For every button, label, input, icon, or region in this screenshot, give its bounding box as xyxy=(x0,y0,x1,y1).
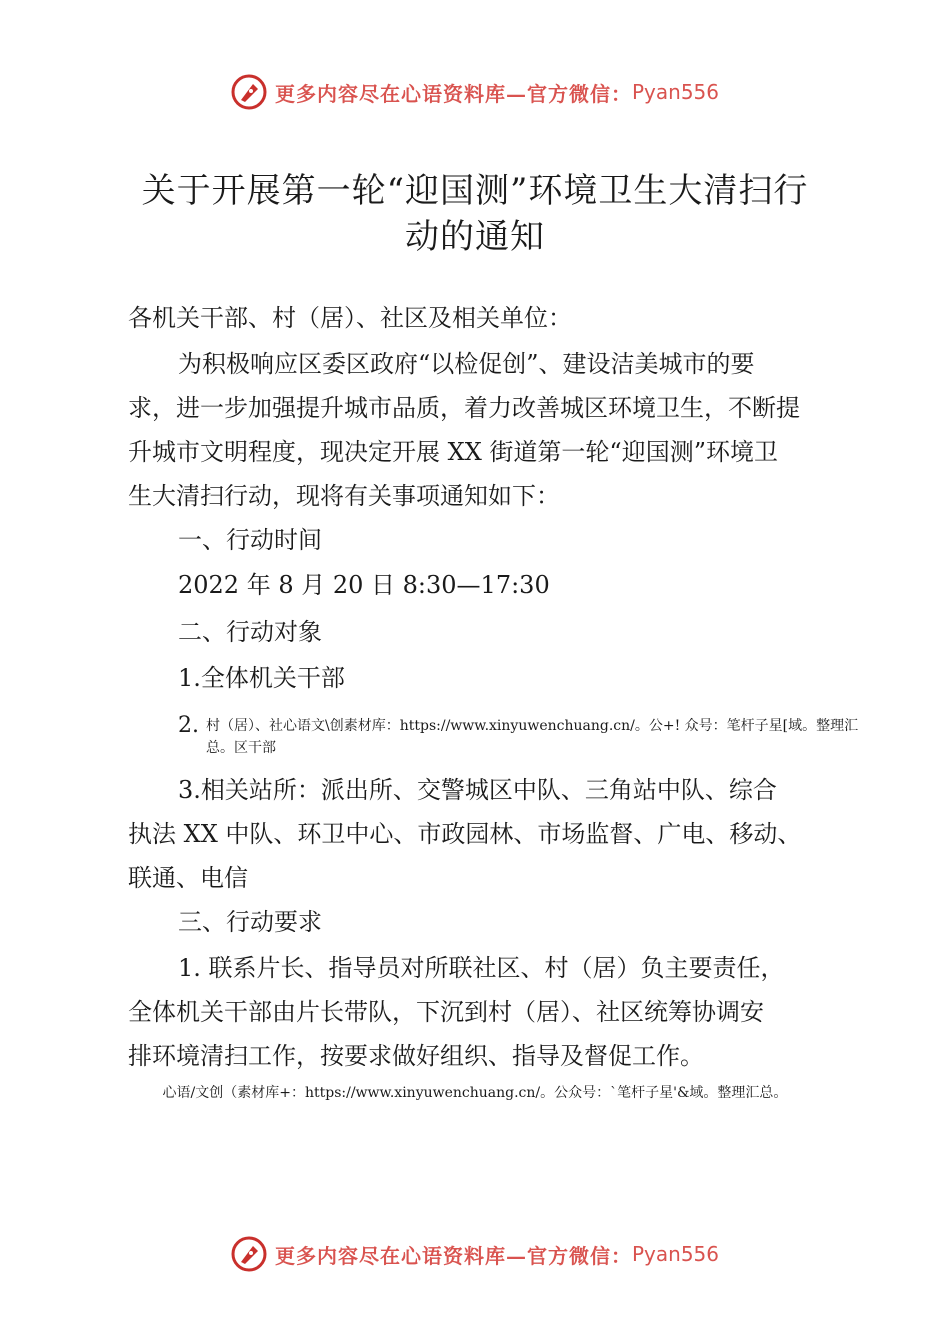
section2-heading: 二、行动对象 xyxy=(178,618,322,646)
item-1: 1.全体机关干部 xyxy=(178,664,345,692)
item-3-line-2: 执法 XX 中队、环卫中心、市政园林、市场监督、广电、移动、 xyxy=(128,820,802,848)
item-2-number: 2. xyxy=(178,713,199,738)
item-3-line-3: 联通、电信 xyxy=(128,864,248,892)
banner-contact: Pyan556 xyxy=(631,80,719,104)
section1-value: 2022 年 8 月 20 日 8:30—17:30 xyxy=(178,571,550,599)
banner-text: 更多内容尽在心语资料库—官方微信： xyxy=(274,1243,632,1268)
req-line-2: 全体机关干部由片长带队，下沉到村（居）、社区统筹协调安 xyxy=(128,998,764,1026)
pen-nib-logo-icon xyxy=(231,1236,267,1272)
item-2-text: 村（居）、社心语文\创素材库：https://www.xinyuwenchuang.cn/。公+! 众号：笔杆子星[域。整理汇总。区干部 xyxy=(206,718,859,756)
header-banner xyxy=(0,70,950,114)
pen-nib-logo-icon xyxy=(231,74,267,110)
banner-contact: Pyan556 xyxy=(631,1242,719,1266)
document-title xyxy=(0,168,950,260)
intro-line-4: 生大清扫行动，现将有关事项通知如下： xyxy=(128,482,560,510)
salutation: 各机关干部、村（居）、社区及相关单位： xyxy=(128,304,572,332)
intro-line-1: 为积极响应区委区政府“以检促创”、建设洁美城市的要 xyxy=(178,350,755,378)
intro-line-2: 求，进一步加强提升城市品质，着力改善城区环境卫生，不断提 xyxy=(128,394,800,422)
title-line-2: 动的通知 xyxy=(405,217,545,257)
intro-line-3: 升城市文明程度，现决定开展 XX 街道第一轮“迎国测”环境卫 xyxy=(128,438,778,466)
footer-note: 心语/文创（素材库+：https://www.xinyuwenchuang.cn/。公众号：`笔杆子星'&域。整理汇总。 xyxy=(162,1085,788,1101)
title-line-1: 关于开展第一轮“迎国测”环境卫生大清扫行 xyxy=(141,171,809,211)
section3-heading: 三、行动要求 xyxy=(178,908,322,936)
section1-heading: 一、行动时间 xyxy=(178,526,322,554)
banner-text: 更多内容尽在心语资料库—官方微信： xyxy=(274,81,632,106)
req-line-1: 1. 联系片长、指导员对所联社区、村（居）负主要责任， xyxy=(178,954,785,982)
item-3-line-1: 3.相关站所：派出所、交警城区中队、三角站中队、综合 xyxy=(178,776,777,804)
footer-banner xyxy=(0,1232,950,1276)
req-line-3: 排环境清扫工作，按要求做好组织、指导及督促工作。 xyxy=(128,1042,704,1070)
